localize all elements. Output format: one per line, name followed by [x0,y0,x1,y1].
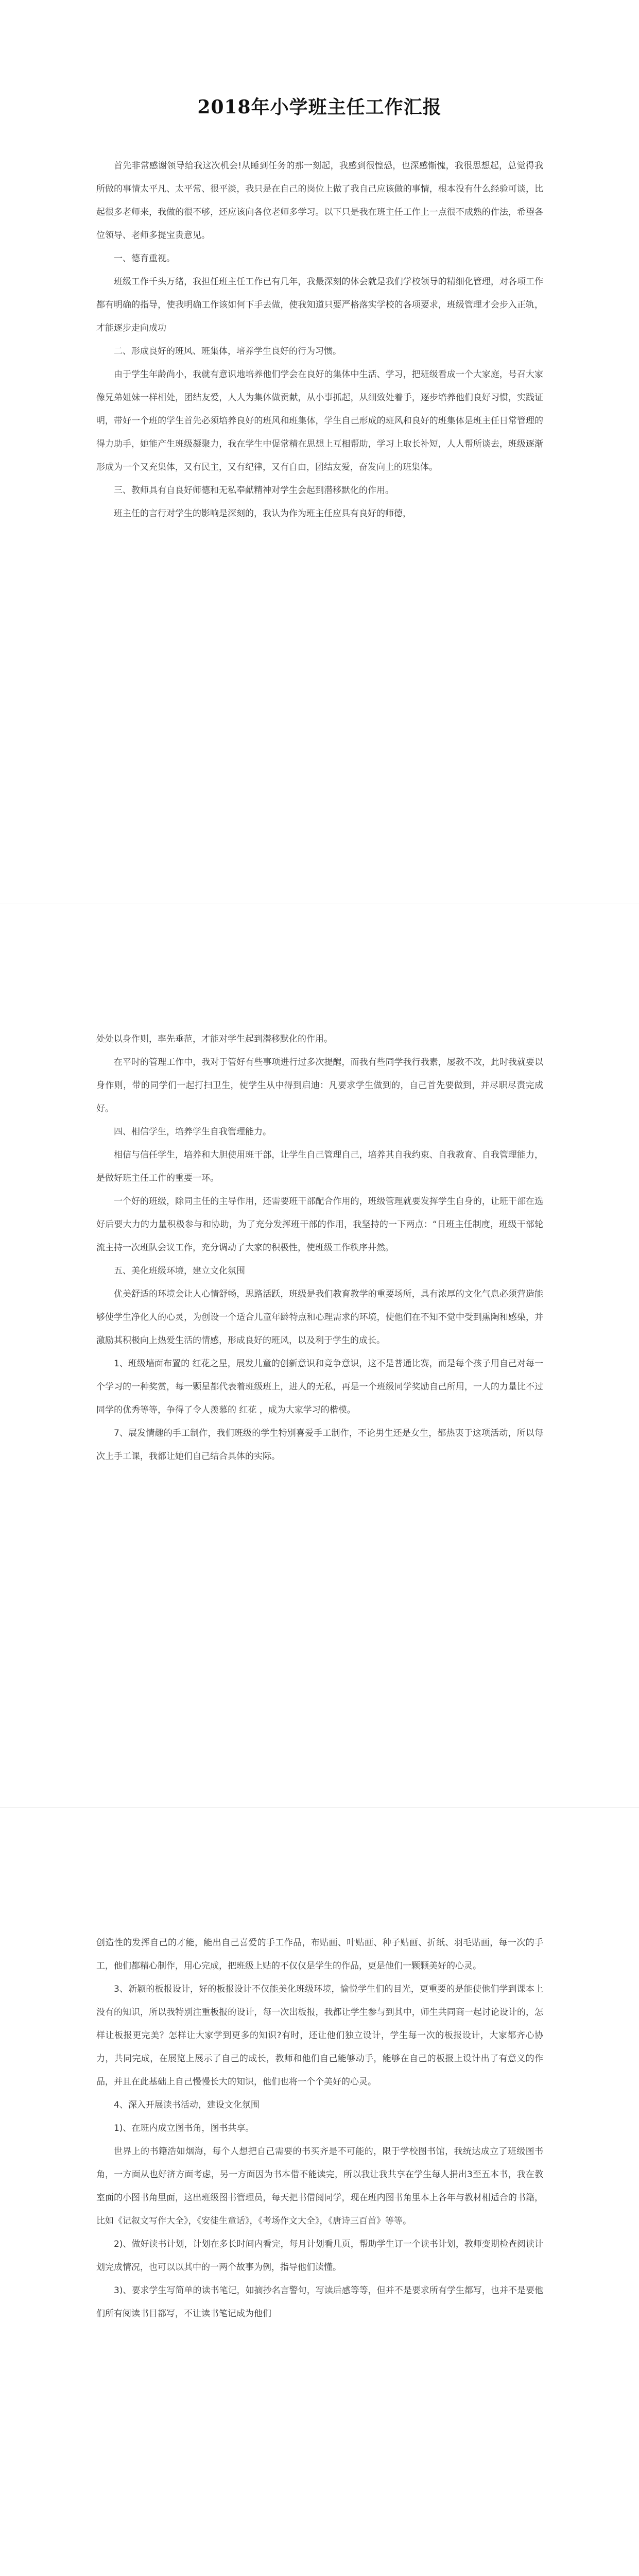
paragraph: 7、展发情趣的手工制作，我们班级的学生特别喜爱手工制作，不论男生还是女生，都热衷于这项活动，所以每次上手工课，我都让她们自己结合具体的实际。 [96,1428,543,1462]
page-1-body [96,155,543,526]
paragraph: 2)、做好读书计划，计划在多长时间内看完，每月计划看几页，帮助学生订一个读书计划，教师变期检查阅读计划完成情况，也可以以其中的一两个故事为例，指导他们读懂。 [96,2239,543,2273]
paragraph: 处处以身作则，率先垂范，才能对学生起到潜移默化的作用。 [96,1034,333,1044]
page-2-body [96,1028,543,1468]
paragraph: 五、美化班级环境，建立文化氛围 [114,1266,245,1276]
paragraph: 一个好的班级，除同主任的主导作用，还需要班干部配合作用的，班级管理就要发挥学生自身的，让班干部在选好后要大力的力量积极参与和协助，为了充分发挥班干部的作用，我坚持的一下两点：“日班主任制度，班级干部轮流主持一次班队会议工作，充分调动了大家的积极性，使班级工作秩序井然。 [96,1196,543,1253]
paragraph: 在平时的管理工作中，我对于管好有些事项进行过多次提醒，而我有些同学我行我素，屡教不改，此时我就要以身作则，带的同学们一起打扫卫生，使学生从中得到启迪：凡要求学生做到的，自己首先要做到，并尽职尽责完成好。 [96,1057,543,1114]
paragraph: 由于学生年龄尚小，我就有意识地培养他们学会在良好的集体中生活、学习，把班级看成一个大家庭，号召大家像兄弟姐妹一样相处，团结友爱，人人为集体做贡献，从小事抓起，从细致处着手，逐步培养他们良好习惯，实践证明，带好一个班的学生首先必须培养良好的班风和班集体，学生自己形成的班风和良好的班集体是班主任日常管理的得力助手，她能产生班级凝聚力，我在学生中促常精在思想上互相帮助，学习上取长补短，人人帮所谈去，班级逐渐形成为一个又充集体，又有民主，又有纪律，又有自由，团结友爱，奋发向上的班集体。 [96,369,543,472]
paragraph: 世界上的书籍浩如烟海，每个人想把自己需要的书买齐是不可能的，限于学校图书馆，我统达成立了班级图书角，一方面从也好济方面考虑，另一方面因为书本借不能读完，所以我让我共享在学生每人捐出3至五本书，我在教室面的小图书角里面，这出班级图书管理员，每天把书借阅同学，现在班内图书角里本上各年与教材相适合的书籍，比如《记叙文写作大全》，《安徒生童话》，《考场作文大全》，《唐诗三百首》等等。 [96,2146,543,2226]
document-page-1 [0,0,639,904]
paragraph: 4、深入开展读书活动，建设文化氛围 [114,2100,260,2110]
document-page-3 [0,1807,639,2576]
paragraph: 优美舒适的环境会让人心情舒畅，思路活跃，班级是我们教育教学的重要场所，具有浓厚的文化气息必须营造能够使学生净化人的心灵，为创设一个适合儿童年龄特点和心理需求的环境，使他们在不知不觉中受到熏陶和感染，并激励其积极向上热爱生活的情感，形成良好的班风，以及利于学生的成长。 [96,1289,543,1346]
paragraph: 三、教师具有自良好师德和无私奉献精神对学生会起到潜移默化的作用。 [114,485,394,496]
paragraph: 创造性的发挥自己的才能，能出自己喜爱的手工作品，布贴画、叶贴画、种子贴画、折纸、羽毛贴画，每一次的手工，他们都精心制作，用心完成，把班级上贴的不仅仅是学生的作品，更是他们一颗颗美好的心灵。 [96,1938,543,1971]
paragraph: 首先非常感谢领导给我这次机会!从睡到任务的那一刻起，我感到很惶恐，也深感惭愧，我很思想起，总觉得我所做的事情太平凡、太平常、很平淡，我只是在自己的岗位上做了我自己应该做的事情，根本没有什么经验可谈，比起很多老师来，我做的很不够，还应该向各位老师多学习。以下只是我在班主任工作上一点很不成熟的作法，希望各位领导、老师多提宝贵意见。 [96,161,543,241]
paragraph: 一、德育重视。 [114,253,175,264]
paragraph: 相信与信任学生，培养和大胆使用班干部，让学生自己管理自己，培养其自我约束、自我教育、自我管理能力，是做好班主任工作的重要一环。 [96,1150,543,1183]
paragraph: 班级工作千头万绪，我担任班主任工作已有几年，我最深刻的体会就是我们学校领导的精细化管理，对各项工作都有明确的指导，使我明确工作该如何下手去做，使我知道只要严格落实学校的各项要求，班级管理才会步入正轨，才能逐步走向成功 [96,277,543,333]
paragraph: 四、相信学生，培养学生自我管理能力。 [114,1127,271,1137]
paragraph: 3)、要求学生写简单的读书笔记，如摘抄名言警句，写读后感等等，但并不是要求所有学生都写，也并不是要他们所有阅读书目都写，不让读书笔记成为他们 [96,2285,543,2319]
document-page-2 [0,904,639,1808]
page-3-body [96,1931,543,2326]
paragraph: 1)、在班内成立图书角，图书共享。 [114,2123,254,2133]
paragraph: 班主任的言行对学生的影响是深刻的，我认为作为班主任应具有良好的师德， [114,509,411,519]
document-title: 2018年小学班主任工作汇报 [197,96,442,118]
paragraph: 1、班级墙面布置的 红花之星，展发儿童的创新意识和竞争意识，这不是普通比赛，而是每个孩子用自己对每一个学习的一种奖赏，每一颗星都代表着班级班上，进人的无私，再是一个班级同学奖励自己所用，一人的力量比不过同学的优秀等等，争得了令人羡慕的 红花 ，成为大家学习的楷模。 [96,1359,543,1415]
paragraph: 3、新颖的板报设计，好的板报设计不仅能美化班级环境，愉悦学生们的目光，更重要的是能使他们学到课本上没有的知识，所以我特别注重板报的设计，每一次出板报，我都让学生参与到其中，师生共同商一起讨论设计的，怎样让板报更完美？怎样让大家学到更多的知识?有时，还让他们独立设计，学生每一次的板报设计，大家都齐心协力，共同完成，在展览上展示了自己的成长，教师和他们自己能够动手，能够在自己的板报上设计出了有意义的作品，并且在此基础上自己慢慢长大的知识，他们也将一个个美好的心灵。 [96,1984,543,2087]
paragraph: 二、形成良好的班风、班集体，培养学生良好的行为习惯。 [114,346,341,357]
